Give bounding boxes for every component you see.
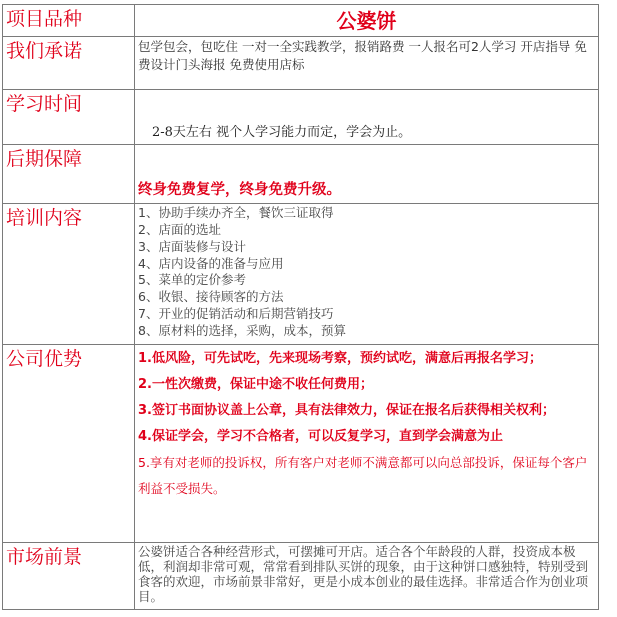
row-training bbox=[3, 204, 599, 345]
advantage-item: 5.享有对老师的投诉权，所有客户对老师不满意都可以向总部投诉，保证每个客户利益不受损失。 bbox=[138, 455, 588, 497]
promise-text: 包学包会，包吃住 一对一全实践教学，报销路费 一人报名可2人学习 开店指导 免费设计门头海报 免费使用店标 bbox=[138, 39, 587, 73]
row-advantage bbox=[3, 345, 599, 542]
advantage-item: 4.保证学会，学习不合格者，可以反复学习，直到学会满意为止 bbox=[138, 429, 503, 445]
course-info-table bbox=[2, 4, 599, 610]
time-text: 2-8天左右 视个人学习能力而定，学会为止。 bbox=[152, 124, 412, 140]
training-item: 3、店面装修与设计 bbox=[138, 238, 246, 254]
row-guarantee bbox=[3, 144, 599, 203]
advantage-item: 3.签订书面协议盖上公章，具有法律效力，保证在报名后获得相关权利； bbox=[138, 403, 555, 419]
training-item: 5、菜单的定价参考 bbox=[138, 272, 246, 288]
row-promise bbox=[3, 37, 599, 89]
training-item: 2、店面的选址 bbox=[138, 222, 221, 238]
value-market bbox=[135, 542, 599, 609]
value-guarantee bbox=[135, 144, 599, 203]
label-time: 学习时间 bbox=[3, 89, 135, 144]
training-item: 8、原材料的选择，采购，成本，预算 bbox=[138, 322, 346, 338]
row-time bbox=[3, 89, 599, 144]
value-advantage bbox=[135, 345, 599, 542]
training-item: 1、协助手续办齐全，餐饮三证取得 bbox=[138, 205, 334, 221]
market-text: 公婆饼适合各种经营形式，可摆摊可开店。适合各个年龄段的人群，投资成本极低，利润却非常可观，常常看到排队买饼的现象，由于这种饼口感独特，特别受到食客的欢迎，市场前景非常好，更是小成本创业的最佳选择。非常适合作为创业项目。 bbox=[138, 543, 589, 604]
value-promise bbox=[135, 37, 599, 89]
label-advantage: 公司优势 bbox=[3, 345, 135, 542]
value-product bbox=[135, 5, 599, 37]
guarantee-text: 终身免费复学，终身免费升级。 bbox=[138, 181, 341, 198]
training-item: 4、店内设备的准备与应用 bbox=[138, 255, 284, 271]
label-training: 培训内容 bbox=[3, 204, 135, 345]
row-product bbox=[3, 5, 599, 37]
label-promise: 我们承诺 bbox=[3, 37, 135, 89]
training-item: 7、开业的促销活动和后期营销技巧 bbox=[138, 306, 334, 322]
label-market: 市场前景 bbox=[3, 542, 135, 609]
row-market bbox=[3, 542, 599, 609]
product-name: 公婆饼 bbox=[336, 9, 397, 33]
value-training bbox=[135, 204, 599, 345]
label-guarantee: 后期保障 bbox=[3, 144, 135, 203]
value-time bbox=[135, 89, 599, 144]
training-item: 6、收银、接待顾客的方法 bbox=[138, 289, 284, 305]
advantage-item: 2.一性次缴费，保证中途不收任何费用； bbox=[138, 377, 373, 393]
label-product: 项目品种 bbox=[3, 5, 135, 37]
advantage-item: 1.低风险，可先试吃，先来现场考察，预约试吃，满意后再报名学习； bbox=[138, 351, 542, 367]
